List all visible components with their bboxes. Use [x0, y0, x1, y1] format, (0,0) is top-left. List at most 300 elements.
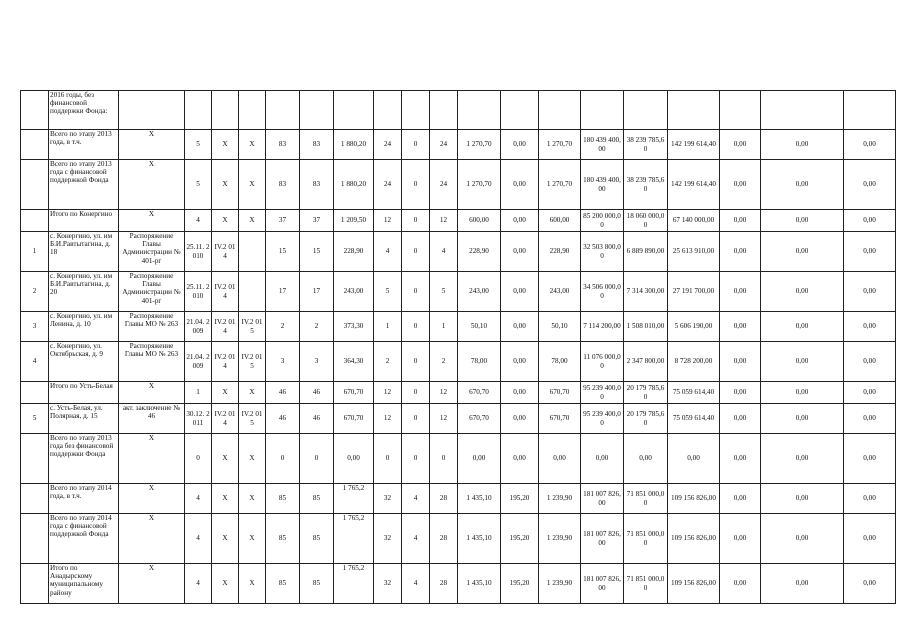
table-cell: 18 060 000,00: [624, 210, 668, 232]
table-cell: [374, 91, 402, 130]
table-cell: 0,00: [720, 382, 761, 404]
table-cell: [539, 91, 581, 130]
row-number-cell: 3: [21, 312, 49, 342]
table-cell: 0,00: [720, 404, 761, 434]
table-cell: 24: [430, 160, 458, 210]
table-cell: Распоряжение Главы МО № 263: [119, 342, 185, 382]
table-cell: 5 606 190,00: [668, 312, 720, 342]
address-cell: Всего по этапу 2013 года без финансовой поддержки Фонда: [49, 434, 119, 484]
table-cell: 4: [185, 514, 212, 564]
table-cell: [212, 91, 239, 130]
table-cell: 1 880,20: [334, 130, 374, 160]
table-cell: 0,00: [761, 342, 844, 382]
table-cell: 0,00: [334, 434, 374, 484]
table-cell: 4: [185, 210, 212, 232]
table-cell: 0,00: [458, 434, 501, 484]
table-cell: X: [119, 564, 185, 604]
table-cell: 228,90: [458, 232, 501, 272]
table-cell: 142 199 614,40: [668, 160, 720, 210]
table-cell: 181 007 826,00: [581, 564, 624, 604]
table-cell: 95 239 400,00: [581, 382, 624, 404]
table-cell: 180 439 400,00: [581, 160, 624, 210]
table-cell: 12: [374, 210, 402, 232]
table-cell: 0,00: [761, 564, 844, 604]
address-cell: Всего по этапу 2014 года с финансовой поддержкой Фонда: [49, 514, 119, 564]
table-cell: [668, 91, 720, 130]
table-cell: 0,00: [844, 434, 896, 484]
table-cell: [185, 91, 212, 130]
table-cell: 30.12. 2011: [185, 404, 212, 434]
address-cell: с. Конергино, ул. Октябрьская, д. 9: [49, 342, 119, 382]
table-cell: 27 191 700,00: [668, 272, 720, 312]
table-cell: 21.04. 2009: [185, 312, 212, 342]
table-cell: 670,70: [458, 382, 501, 404]
table-cell: 50,10: [539, 312, 581, 342]
table-cell: 83: [266, 160, 300, 210]
table-cell: 2: [374, 342, 402, 382]
table-cell: 0,00: [624, 434, 668, 484]
table-cell: 1 765,2: [334, 564, 374, 604]
table-cell: X: [212, 130, 239, 160]
table-cell: [239, 232, 266, 272]
table-cell: 34 506 000,00: [581, 272, 624, 312]
table-cell: 0,00: [720, 312, 761, 342]
table-cell: 1 435,10: [458, 514, 501, 564]
address-cell: с. Конергино, ул. им Б.И.Равтытагина, д. 20: [49, 272, 119, 312]
table-cell: 0,00: [720, 272, 761, 312]
table-cell: X: [212, 160, 239, 210]
table-row: [21, 130, 896, 160]
table-cell: 85: [266, 564, 300, 604]
table-cell: 0: [430, 434, 458, 484]
table-cell: 181 007 826,00: [581, 514, 624, 564]
table-cell: 0,00: [761, 130, 844, 160]
table-cell: 0,00: [501, 312, 539, 342]
table-cell: 5: [430, 272, 458, 312]
table-cell: 4: [402, 514, 430, 564]
row-number-cell: [21, 514, 49, 564]
table-row: [21, 484, 896, 514]
table-cell: X: [212, 564, 239, 604]
table-cell: X: [212, 382, 239, 404]
table-cell: 20 179 785,60: [624, 382, 668, 404]
address-cell: Всего по этапу 2013 года, в т.ч.: [49, 130, 119, 160]
table-cell: 6 889 890,00: [624, 232, 668, 272]
table-cell: IV.2 015: [239, 312, 266, 342]
table-cell: 0,00: [844, 404, 896, 434]
table-cell: 109 156 826,00: [668, 484, 720, 514]
table-cell: 364,30: [334, 342, 374, 382]
row-number-cell: [21, 484, 49, 514]
table-cell: IV.2 015: [239, 342, 266, 382]
table-cell: 2: [300, 312, 334, 342]
table-cell: X: [119, 382, 185, 404]
row-number-cell: 1: [21, 232, 49, 272]
table-cell: 37: [266, 210, 300, 232]
table-cell: X: [119, 160, 185, 210]
table-cell: X: [119, 434, 185, 484]
table-row: [21, 382, 896, 404]
table-cell: 1 209,50: [334, 210, 374, 232]
table-cell: 8 728 200,00: [668, 342, 720, 382]
table-cell: 142 199 614,40: [668, 130, 720, 160]
table-cell: 0,00: [720, 210, 761, 232]
table-cell: 0,00: [501, 130, 539, 160]
table-cell: 0,00: [844, 210, 896, 232]
table-cell: 71 851 000,00: [624, 564, 668, 604]
table-cell: 0,00: [844, 382, 896, 404]
table-cell: 670,70: [334, 382, 374, 404]
table-cell: 1 880,20: [334, 160, 374, 210]
table-cell: 25.11. 2010: [185, 272, 212, 312]
table-cell: X: [119, 484, 185, 514]
table-cell: [761, 91, 844, 130]
table-cell: 0,00: [761, 312, 844, 342]
table-cell: IV.2 014: [212, 232, 239, 272]
table-cell: 195,20: [501, 514, 539, 564]
table-cell: 12: [430, 210, 458, 232]
table-cell: [581, 91, 624, 130]
table-cell: 0,00: [844, 564, 896, 604]
table-cell: 0,00: [761, 382, 844, 404]
table-cell: 243,00: [539, 272, 581, 312]
table-cell: 24: [374, 130, 402, 160]
table-cell: 0: [402, 382, 430, 404]
table-cell: 0,00: [844, 232, 896, 272]
table-cell: 25.11. 2010: [185, 232, 212, 272]
table-cell: 0,00: [844, 312, 896, 342]
table-cell: 670,70: [539, 382, 581, 404]
table-cell: 85: [300, 484, 334, 514]
table-cell: 670,70: [334, 404, 374, 434]
table-cell: 4: [402, 564, 430, 604]
table-cell: IV.2 015: [239, 404, 266, 434]
table-cell: 85: [300, 514, 334, 564]
table-cell: 0,00: [501, 342, 539, 382]
table-cell: 0,00: [761, 232, 844, 272]
table-cell: 25 613 910,00: [668, 232, 720, 272]
table-cell: 50,10: [458, 312, 501, 342]
table-row: [21, 160, 896, 210]
table-cell: 4: [185, 564, 212, 604]
table-cell: 1 270,70: [539, 130, 581, 160]
table-cell: 95 239 400,00: [581, 404, 624, 434]
table-cell: Распоряжение Главы МО № 263: [119, 312, 185, 342]
table-cell: 0,00: [668, 434, 720, 484]
table-cell: 85: [300, 564, 334, 604]
table-cell: 181 007 826,00: [581, 484, 624, 514]
row-number-cell: 4: [21, 342, 49, 382]
table-cell: 0,00: [501, 210, 539, 232]
table-cell: 0,00: [720, 160, 761, 210]
table-row: [21, 91, 896, 130]
table-cell: [334, 91, 374, 130]
table-cell: 24: [430, 130, 458, 160]
table-cell: 600,00: [458, 210, 501, 232]
table-cell: 228,90: [539, 232, 581, 272]
address-cell: с. Конергино, ул. им Ленина, д. 10: [49, 312, 119, 342]
table-cell: 195,20: [501, 484, 539, 514]
table-cell: 85: [266, 514, 300, 564]
table-cell: IV.2 014: [212, 404, 239, 434]
table-cell: IV.2 014: [212, 312, 239, 342]
table-cell: 0,00: [720, 130, 761, 160]
table-cell: 0: [402, 210, 430, 232]
table-cell: 0: [185, 434, 212, 484]
table-cell: 5: [185, 160, 212, 210]
table-cell: 4: [185, 484, 212, 514]
table-cell: 17: [300, 272, 334, 312]
row-number-cell: 5: [21, 404, 49, 434]
table-cell: 32: [374, 564, 402, 604]
table-cell: [239, 91, 266, 130]
table-cell: 0,00: [501, 272, 539, 312]
table-cell: 0,00: [720, 484, 761, 514]
table-cell: 0,00: [761, 514, 844, 564]
table-cell: 0: [266, 434, 300, 484]
table-cell: 0: [402, 312, 430, 342]
table-cell: 0,00: [501, 160, 539, 210]
table-cell: акт. заключение № 46: [119, 404, 185, 434]
row-number-cell: [21, 91, 49, 130]
table-cell: 0: [402, 130, 430, 160]
table-cell: 67 140 000,00: [668, 210, 720, 232]
table-cell: 0,00: [844, 160, 896, 210]
table-cell: 0,00: [761, 484, 844, 514]
address-cell: Всего по этапу 2013 года с финансовой поддержкой Фонда: [49, 160, 119, 210]
table-cell: 17: [266, 272, 300, 312]
table-cell: 32 503 800,00: [581, 232, 624, 272]
table-cell: 0,00: [720, 434, 761, 484]
address-cell: с. Конергино, ул. им Б.И.Равтытагина, д. 18: [49, 232, 119, 272]
row-number-cell: [21, 564, 49, 604]
table-row: [21, 272, 896, 312]
table-cell: IV.2 014: [212, 342, 239, 382]
table-cell: 0: [402, 434, 430, 484]
table-cell: 0: [402, 404, 430, 434]
table-cell: 0,00: [761, 434, 844, 484]
table-cell: 243,00: [458, 272, 501, 312]
table-cell: X: [212, 484, 239, 514]
table-cell: X: [239, 514, 266, 564]
table-cell: [266, 91, 300, 130]
table-cell: 0: [300, 434, 334, 484]
table-cell: 85: [266, 484, 300, 514]
table-cell: 0,00: [761, 210, 844, 232]
table-cell: [402, 91, 430, 130]
table-cell: 0,00: [720, 232, 761, 272]
table-cell: X: [119, 210, 185, 232]
table-cell: 0,00: [501, 404, 539, 434]
table-cell: 109 156 826,00: [668, 564, 720, 604]
table-cell: [300, 91, 334, 130]
table-cell: 0,00: [761, 404, 844, 434]
table-cell: X: [239, 130, 266, 160]
table-cell: 0,00: [844, 130, 896, 160]
table-cell: Распоряжение Главы Администрации № 401-рг: [119, 232, 185, 272]
table-cell: 3: [300, 342, 334, 382]
table-row: [21, 232, 896, 272]
table-cell: X: [239, 382, 266, 404]
table-cell: 0: [402, 272, 430, 312]
table-cell: 1 270,70: [458, 160, 501, 210]
table-cell: [624, 91, 668, 130]
table-cell: 0,00: [581, 434, 624, 484]
table-cell: 32: [374, 514, 402, 564]
table-cell: 0,00: [720, 514, 761, 564]
table-cell: 83: [300, 160, 334, 210]
table-cell: 1: [185, 382, 212, 404]
table-cell: X: [239, 210, 266, 232]
table-cell: 28: [430, 564, 458, 604]
table-cell: 11 076 000,00: [581, 342, 624, 382]
table-cell: 0: [374, 434, 402, 484]
table-cell: 78,00: [458, 342, 501, 382]
table-cell: X: [212, 514, 239, 564]
table-row: [21, 514, 896, 564]
table-cell: 0,00: [844, 272, 896, 312]
table-cell: 1 765,2: [334, 484, 374, 514]
table-cell: IV.2 014: [212, 272, 239, 312]
table-cell: [501, 91, 539, 130]
table-cell: 85 200 000,00: [581, 210, 624, 232]
table-cell: 1: [374, 312, 402, 342]
table-cell: 78,00: [539, 342, 581, 382]
table-cell: 28: [430, 514, 458, 564]
table-cell: 1 239,90: [539, 564, 581, 604]
table-cell: 0,00: [720, 342, 761, 382]
table-cell: X: [212, 210, 239, 232]
table-cell: X: [212, 434, 239, 484]
table-row: [21, 404, 896, 434]
table-cell: 180 439 400,00: [581, 130, 624, 160]
table-cell: [239, 272, 266, 312]
table-cell: 0,00: [844, 342, 896, 382]
address-cell: Итого по Конергино: [49, 210, 119, 232]
table-cell: 2: [430, 342, 458, 382]
table-cell: 12: [374, 382, 402, 404]
table-cell: 670,70: [458, 404, 501, 434]
table-cell: 75 059 614,40: [668, 382, 720, 404]
table-cell: 32: [374, 484, 402, 514]
address-cell: Итого по Анадырскому муниципальному району: [49, 564, 119, 604]
table-cell: 2: [266, 312, 300, 342]
table-cell: 83: [300, 130, 334, 160]
table-cell: 373,30: [334, 312, 374, 342]
table-cell: 1 270,70: [458, 130, 501, 160]
table-cell: [458, 91, 501, 130]
table-cell: [720, 91, 761, 130]
table-cell: 0: [402, 160, 430, 210]
resettlement-table: [20, 90, 896, 604]
row-number-cell: 2: [21, 272, 49, 312]
table-cell: 1 508 010,00: [624, 312, 668, 342]
table-cell: 600,00: [539, 210, 581, 232]
table-cell: 670,70: [539, 404, 581, 434]
row-number-cell: [21, 434, 49, 484]
table-cell: 1 435,10: [458, 564, 501, 604]
table-cell: 38 239 785,60: [624, 130, 668, 160]
table-cell: 0,00: [720, 564, 761, 604]
table-cell: 46: [300, 382, 334, 404]
table-cell: 46: [266, 404, 300, 434]
table-cell: X: [119, 514, 185, 564]
table-cell: 38 239 785,60: [624, 160, 668, 210]
table-row: [21, 434, 896, 484]
table-cell: 0,00: [761, 272, 844, 312]
table-cell: 1 239,90: [539, 514, 581, 564]
row-number-cell: [21, 382, 49, 404]
table-cell: 0,00: [761, 160, 844, 210]
table-cell: 1 435,10: [458, 484, 501, 514]
table-cell: 15: [300, 232, 334, 272]
table-row: [21, 312, 896, 342]
table-cell: 3: [266, 342, 300, 382]
table-row: [21, 210, 896, 232]
table-cell: 5: [374, 272, 402, 312]
table-cell: X: [239, 434, 266, 484]
table-cell: 1 765,2: [334, 514, 374, 564]
table-cell: 12: [430, 404, 458, 434]
table-cell: [430, 91, 458, 130]
table-cell: 195,20: [501, 564, 539, 604]
table-cell: 0,00: [539, 434, 581, 484]
table-cell: [119, 91, 185, 130]
table-cell: 0,00: [844, 514, 896, 564]
row-number-cell: [21, 160, 49, 210]
address-cell: с. Усть-Белая, ул. Полярная, д. 15: [49, 404, 119, 434]
table-cell: 7 314 300,00: [624, 272, 668, 312]
table-cell: 1 239,90: [539, 484, 581, 514]
table-row: [21, 342, 896, 382]
table-cell: 1 270,70: [539, 160, 581, 210]
table-cell: 21.04. 2009: [185, 342, 212, 382]
table-cell: 0,00: [501, 434, 539, 484]
table-cell: 46: [266, 382, 300, 404]
table-cell: 12: [430, 382, 458, 404]
table-cell: 24: [374, 160, 402, 210]
table-row: [21, 564, 896, 604]
row-number-cell: [21, 130, 49, 160]
table-cell: 46: [300, 404, 334, 434]
table-cell: 5: [185, 130, 212, 160]
table-cell: 1: [430, 312, 458, 342]
table-cell: 4: [402, 484, 430, 514]
table-cell: X: [239, 160, 266, 210]
table-cell: 75 059 614,40: [668, 404, 720, 434]
table-cell: X: [239, 484, 266, 514]
table-cell: 71 851 000,00: [624, 514, 668, 564]
address-cell: 2016 годы, без финансовой поддержки Фонда:: [49, 91, 119, 130]
address-cell: Итого по Усть-Белая: [49, 382, 119, 404]
table-cell: 0: [402, 342, 430, 382]
table-cell: 37: [300, 210, 334, 232]
table-cell: 20 179 785,60: [624, 404, 668, 434]
table-cell: 4: [430, 232, 458, 272]
table-cell: 0: [402, 232, 430, 272]
table-cell: 71 851 000,00: [624, 484, 668, 514]
table-cell: 2 347 800,00: [624, 342, 668, 382]
table-cell: 109 156 826,00: [668, 514, 720, 564]
address-cell: Всего по этапу 2014 года, в т.ч.: [49, 484, 119, 514]
table-cell: 7 114 200,00: [581, 312, 624, 342]
table-cell: X: [119, 130, 185, 160]
table-cell: 243,00: [334, 272, 374, 312]
table-cell: 0,00: [844, 484, 896, 514]
table-cell: 0,00: [501, 382, 539, 404]
table-cell: 15: [266, 232, 300, 272]
table-cell: 83: [266, 130, 300, 160]
